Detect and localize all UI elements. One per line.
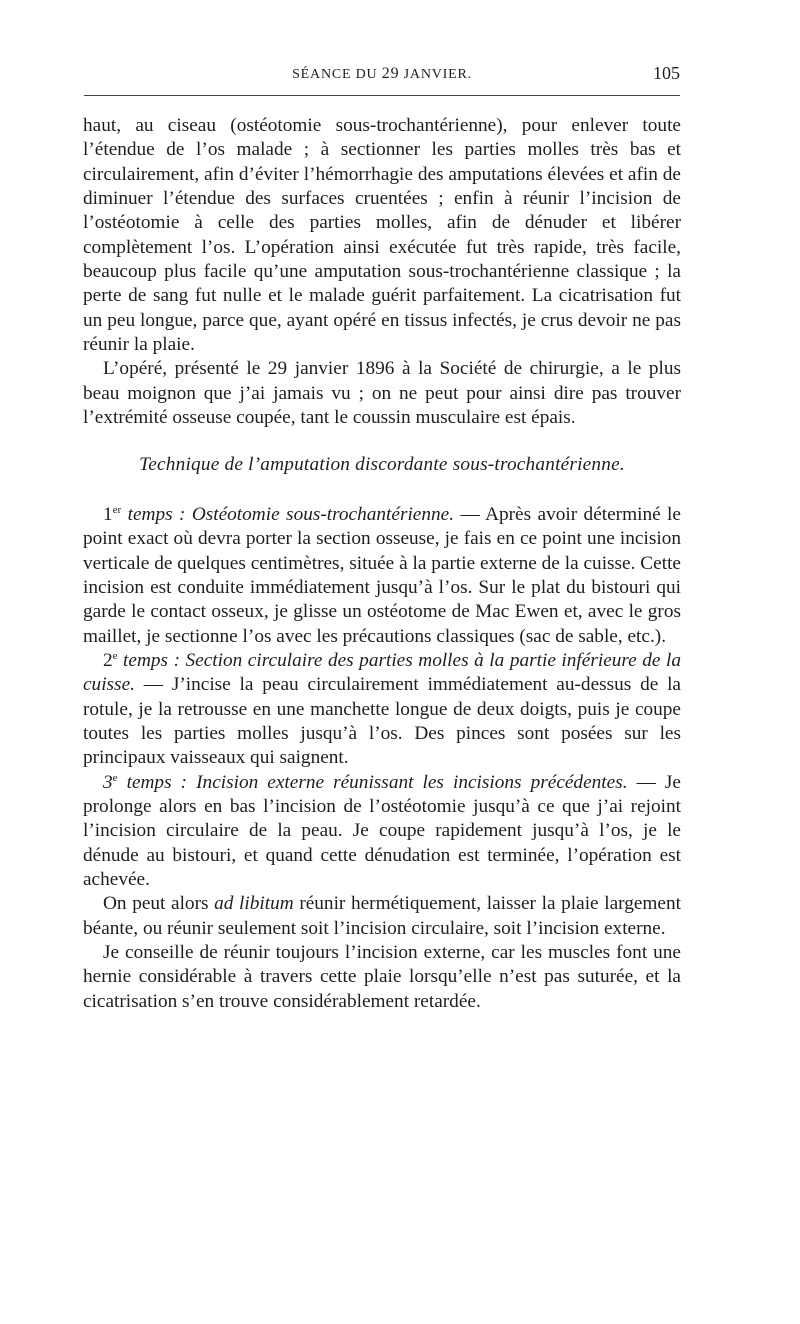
step-1-paragraph (83, 503, 681, 649)
step-3-text: — Je prolonge alors en bas l’incision de l’ostéotomie jusqu’à ce que j’ai rejoint l’incision circulaire de la peau. Je coupe rapidement jusqu’à l’os, je le dénude au bistouri, et quand cette dénudation est terminée, l’opération est achevée. (83, 771, 681, 890)
step-3-ordinal: e (112, 771, 118, 784)
step-2-ordinal: e (112, 649, 118, 662)
paragraph-ad-libitum (83, 892, 681, 941)
paragraph-operated-patient: L’opéré, présenté le 29 janvier 1896 à la Société de chirurgie, a le plus beau moignon que j’ai jamais vu ; on ne peut pour ainsi dire pas trouver l’extrémité osseuse coupée, tant le coussin musculaire est épais. (83, 358, 681, 429)
ad-libitum-before: On peut alors (103, 893, 215, 915)
step-1-title: temps : Ostéotomie sous-trochantérienne. (121, 503, 455, 525)
paragraph-continuation: haut, au ciseau (ostéotomie sous-trochantérienne), pour enlever toute l’étendue de l’os malade ; à sectionner les parties molles très bas et circulairement, afin d’éviter l’hémorrhagie des amputations élevées et afin de diminuer l’étendue des surfaces cruentées ; enfin à réunir l’incision de l’ostéotomie à celle des parties molles, afin de dénuder et libérer complètement l’os. L’opération ainsi exécutée fut très rapide, très facile, beaucoup plus facile qu’une amputation sous-trochantérienne classique ; la perte de sang fut nulle et le malade guérit parfaitement. La cicatrisation fut un peu longue, parce que, ayant opéré en tissus infectés, je crus devoir ne pas réunir la plaie. (83, 115, 681, 356)
running-title (84, 64, 680, 85)
title-end: JANVIER. (399, 67, 472, 82)
title-start: SÉANCE DU (292, 67, 382, 82)
title-day: 29 (381, 65, 400, 82)
page-number: 105 (653, 63, 680, 83)
step-3-title: temps : Incision externe réunissant les incisions précédentes. (117, 771, 628, 793)
step-2-title: temps : Section circulaire des parties molles à la partie inférieure de la cuisse. (83, 649, 681, 696)
header-rule (84, 95, 680, 96)
ad-libitum-italic: ad libitum (214, 893, 294, 915)
step-3-paragraph (83, 771, 681, 893)
step-2-number: 2 (103, 649, 113, 671)
running-header (84, 64, 680, 88)
section-heading: Technique de l’amputation discordante sous-trochantérienne. (139, 454, 625, 476)
step-2-paragraph (83, 649, 681, 771)
step-3-number: 3 (103, 771, 113, 793)
step-1-number: 1 (103, 503, 113, 525)
paragraph-final-advice: Je conseille de réunir toujours l’incision externe, car les muscles font une hernie considérable à travers cette plaie lorsqu’elle n’est pas suturée, et la cicatrisation s’en trouve considérablement retardée. (83, 942, 681, 1012)
ad-libitum-after: réunir hermétiquement, laisser la plaie largement béante, ou réunir seulement soit l’incision circulaire, soit l’incision externe. (83, 893, 681, 939)
step-1-ordinal: er (112, 503, 122, 516)
step-1-text: — Après avoir déterminé le point exact où devra porter la section osseuse, je fais en ce point une incision verticale de quelques centimètres, située à la partie externe de la cuisse. Cette incision est conduite immédiatement jusqu’à l’os. Sur le plat du bistouri qui garde le contact osseux, je glisse un ostéotome de Mac Ewen et, avec le gros maillet, je sectionne l’os avec les précautions classiques (sac de sable, etc.). (83, 503, 681, 647)
step-2-text: — J’incise la peau circulairement immédiatement au-dessus de la rotule, je la retrousse en une manchette longue de deux doigts, puis je coupe toutes les parties molles jusqu’à l’os. Des pinces sont posées sur les principaux vaisseaux qui saignent. (83, 674, 681, 769)
body-text (83, 114, 681, 1014)
